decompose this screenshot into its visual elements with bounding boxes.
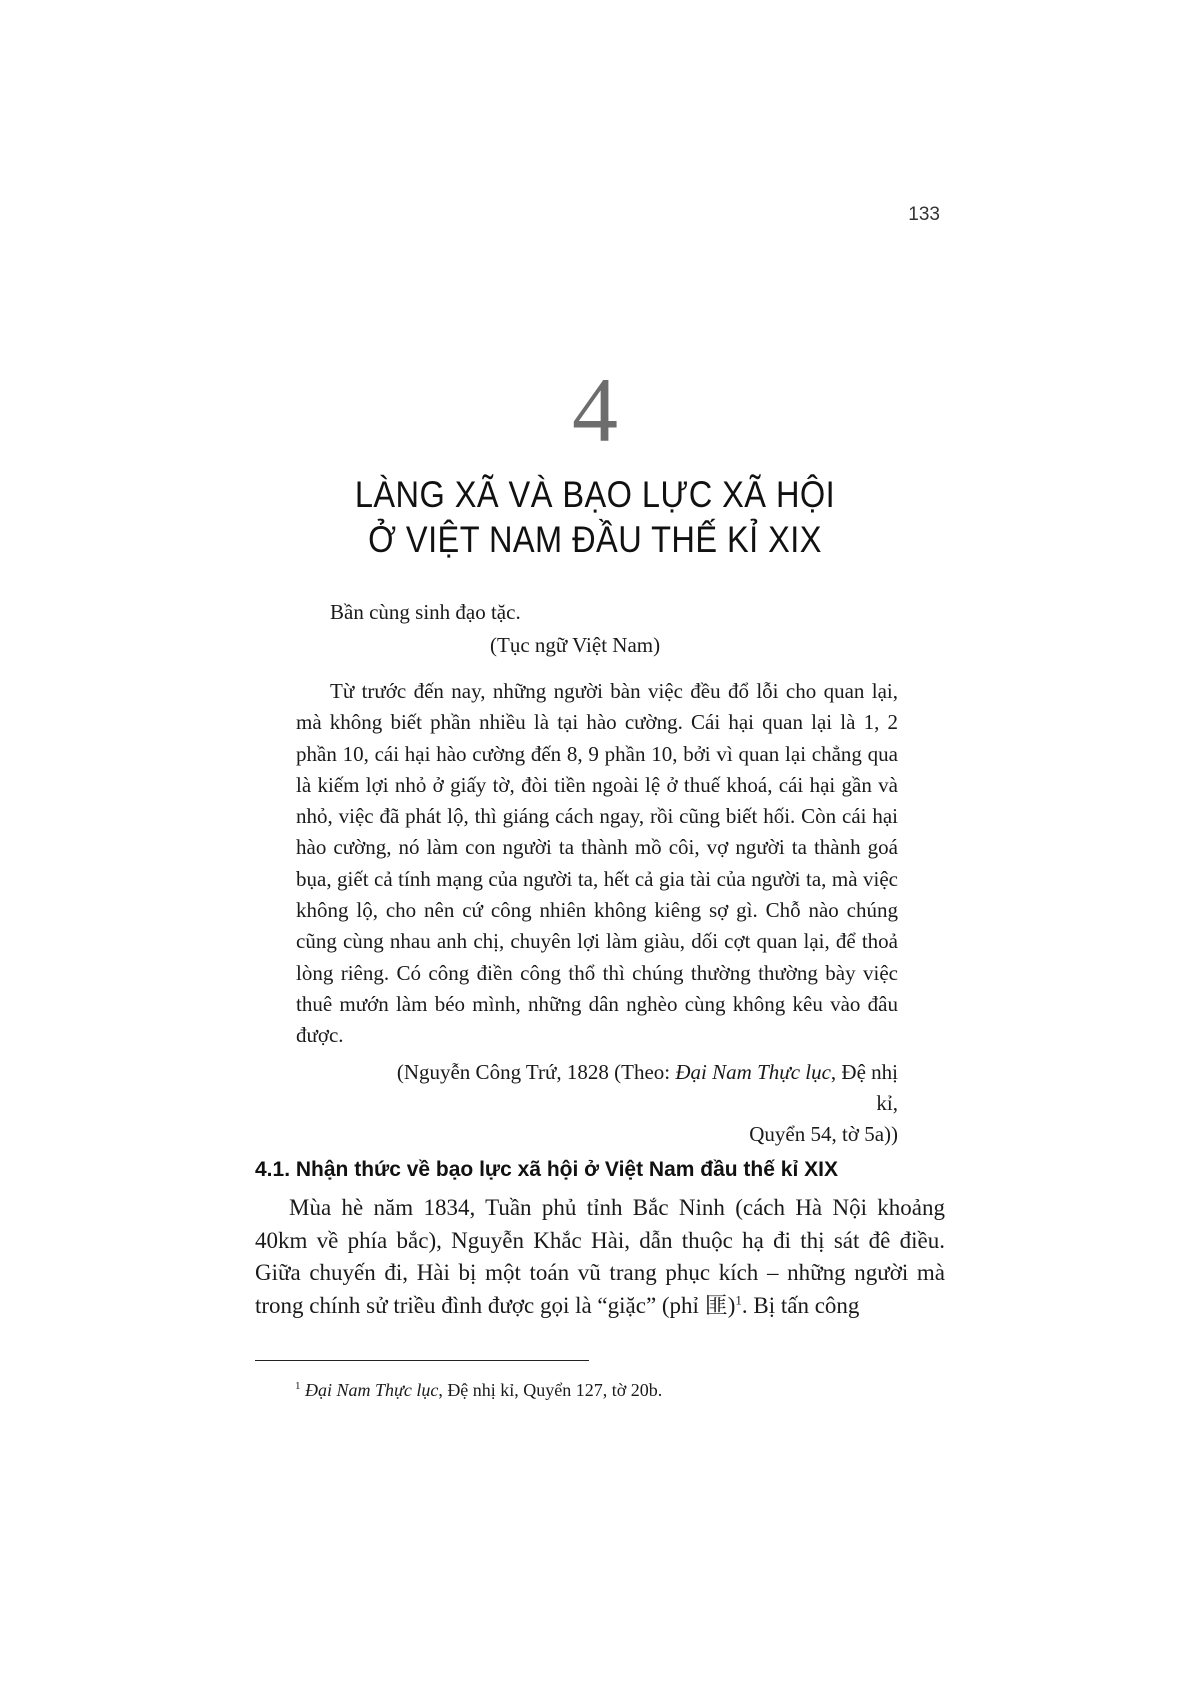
section-heading: 4.1. Nhận thức về bạo lực xã hội ở Việt Nam đầu thế kỉ XIX bbox=[255, 1158, 838, 1181]
body-paragraph bbox=[255, 1192, 945, 1322]
quote-source-suffix-2: Quyển 54, tờ 5a)) bbox=[749, 1122, 898, 1146]
footnote-rest: , Đệ nhị kỉ, Quyển 127, tờ 20b. bbox=[438, 1380, 663, 1400]
body-text bbox=[255, 1192, 945, 1322]
epigraph-quote-source bbox=[380, 1057, 898, 1150]
body-paragraph-main: Mùa hè năm 1834, Tuần phủ tỉnh Bắc Ninh (cách Hà Nội khoảng 40km về phía bắc), Nguyễn Khắc Hài, dẫn thuộc hạ đi thị sát đê điều. Giữa chuyến đi, Hài bị một toán vũ trang phục kích – những người mà trong chính sử triều đình được gọi là “giặc” (phỉ 匪) bbox=[255, 1195, 945, 1318]
footnote-reference: 1 bbox=[735, 1291, 742, 1307]
epigraph-proverb-source: (Tục ngữ Việt Nam) bbox=[490, 633, 661, 657]
chapter-title bbox=[71, 472, 1118, 562]
body-paragraph-tail: . Bị tấn công bbox=[741, 1292, 860, 1318]
chapter-number: 4 bbox=[572, 359, 618, 461]
quote-source-prefix: (Nguyễn Công Trứ, 1828 (Theo: bbox=[396, 1060, 676, 1084]
footnote-divider bbox=[255, 1360, 589, 1361]
epigraph-quote-text: Từ trước đến nay, những người bàn việc đều đổ lỗi cho quan lại, mà không biết phần nhiều là tại hào cường. Cái hại quan lại là 1, 2 phần 10, cái hại hào cường đến 8, 9 phần 10, bởi vì quan lại chẳng qua là kiếm lợi nhỏ ở giấy tờ, đòi tiền ngoài lệ ở thuế khoá, cái hại gần và nhỏ, việc đã phát lộ, thì giáng cách ngay, rồi cũng biết hối. Còn cái hại hào cường, nó làm con người ta thành mồ côi, vợ người ta thành goá bụa, giết cả tính mạng của người ta, hết cả gia tài của người ta, mà việc không lộ, cho nên cứ công nhiên không kiêng sợ gì. Chỗ nào chúng cũng cùng nhau anh chị, chuyên lợi làm giàu, dối cợt quan lại, để thoả lòng riêng. Có công điền công thổ thì chúng thường thường bày việc thuê mướn làm béo mình, những dân nghèo cùng không kêu vào đâu được. bbox=[296, 679, 898, 1048]
page-number: 133 bbox=[908, 204, 940, 225]
footnote-marker: 1 bbox=[295, 1380, 301, 1392]
epigraph-quote bbox=[296, 676, 898, 1052]
chapter-title-line-2: Ở VIỆT NAM ĐẦU THẾ KỈ XIX bbox=[368, 519, 822, 560]
quote-source-work: Đại Nam Thực lục bbox=[675, 1060, 831, 1084]
footnote bbox=[295, 1380, 935, 1401]
quote-source-suffix-1: , Đệ nhị kỉ, bbox=[830, 1060, 898, 1115]
footnote-work: Đại Nam Thực lục bbox=[305, 1380, 439, 1400]
epigraph-proverb: Bần cùng sinh đạo tặc. bbox=[330, 600, 521, 624]
chapter-title-line-1: LÀNG XÃ VÀ BẠO LỰC XÃ HỘI bbox=[354, 474, 836, 515]
